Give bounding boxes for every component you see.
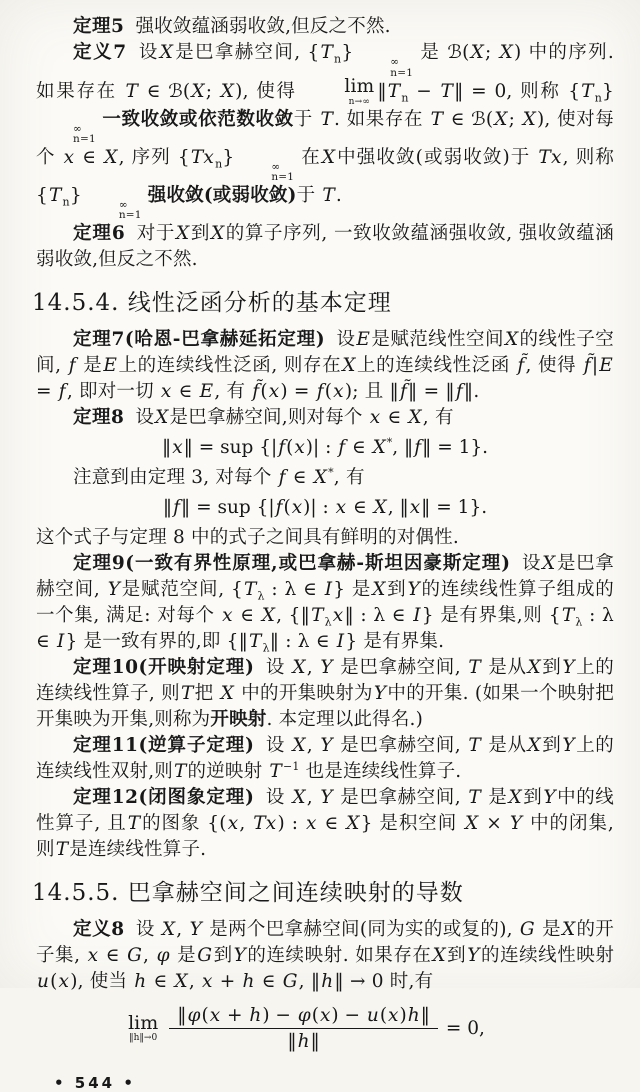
- theorem10-body: 设 X, Y 是巴拿赫空间, T 是从X到Y上的连续线性算子, 则T把 X 中的开集映射为Y中的开集. (如果一个映射把开集映为开集,则称为开映射. 本定理以此得名.): [36, 656, 615, 730]
- theorem12-label: 定理12(闭图象定理): [73, 786, 255, 808]
- paragraph-duality-note: 这个式子与定理 8 中的式子之间具有鲜明的对偶性.: [36, 526, 459, 548]
- theorem7-body: 设E是赋范线性空间X的线性子空间, f 是E上的连续线性泛函, 则存在X上的连续线性泛函 f̃, 使得 f̃|E = f, 即对一切 x ∈ E, 有 f̃(x) = f(x); 且 ‖f̃‖ = ‖f‖.: [36, 328, 614, 402]
- formula-norm-f: ‖f‖ = sup {|f(x)| : x ∈ X, ‖x‖ = 1}.: [162, 496, 488, 518]
- paragraph-note-theorem3: 注意到由定理 3, 对每个 f ∈ X*, 有: [73, 465, 365, 488]
- fraction: [169, 1005, 438, 1052]
- definition8-label: 定义8: [73, 918, 125, 940]
- limit-operator: [128, 1011, 159, 1043]
- theorem9-body: 设X是巴拿赫空间, Y是赋范空间, {$T_\lambda$ : λ ∈ I} 是X到Y的连续线性算子组成的一个集, 满足: 对每个 x ∈ X, {$‖T_\lambda x‖$ : λ ∈ I} 是有界集,则 {$T_\lambda$ : λ ∈ I} 是一致有界的,即 {$‖T_\lambda‖$ : λ ∈ I} 是有界集.: [36, 552, 614, 655]
- page-number: • 544 •: [54, 1073, 136, 1092]
- theorem12-body: 设 X, Y 是巴拿赫空间, T 是X到Y中的线性算子, 且T的图象 {(x, Tx) : x ∈ X} 是积空间 X × Y 中的闭集, 则T是连续线性算子.: [36, 786, 615, 860]
- definition7-label: 定义7: [73, 42, 127, 63]
- lim-word: lim: [128, 1011, 159, 1034]
- formula-norm-x: ‖x‖ = sup {|f(x)| : f ∈ X*, ‖f‖ = 1}.: [161, 435, 489, 458]
- theorem11-label: 定理11(逆算子定理): [73, 734, 255, 756]
- section-heading-14-5-5: 14.5.5. 巴拿赫空间之间连续映射的导数: [32, 879, 464, 906]
- theorem7-label: 定理7(哈恩-巴拿赫延拓定理): [73, 328, 326, 350]
- paragraph-theorem7: [36, 327, 614, 405]
- paragraph-theorem8: [36, 405, 614, 431]
- theorem6-body: 对于X到X的算子序列, 一致收敛蕴涵强收敛, 强收敛蕴涵弱收敛,但反之不然.: [36, 222, 615, 270]
- theorem6-label: 定理6: [73, 222, 126, 244]
- fraction-denominator: ‖h‖: [287, 1030, 320, 1052]
- theorem8-body: 设X是巴拿赫空间,则对每个 x ∈ X, 有: [135, 406, 454, 428]
- fraction-numerator: ‖φ(x + h) − φ(x) − u(x)h‖: [169, 1005, 438, 1029]
- formula-rhs: = 0,: [445, 1017, 485, 1039]
- paragraph-theorem10: [36, 655, 614, 733]
- theorem8-label: 定理8: [73, 406, 125, 428]
- paragraph-definition7: [36, 40, 614, 221]
- paragraph-theorem6: [36, 221, 614, 273]
- limit-formula: [36, 1005, 574, 1052]
- paragraph-theorem9: [36, 551, 614, 655]
- definition7-body: 设X是巴拿赫空间, $\{T_n\}$ ∞ n=1 是 ℬ(X; X) 中的序列. 如果存在 T ∈ ℬ(X; X), 使得 lim n→∞ $‖T_n$ − T‖ = 0, 则称 $\{T_n\}$ ∞ n=1 一致收敛或依范数收敛于 T. 如果存在 T ∈ ℬ(X; X), 使对每个 x ∈ X, 序列 $\{Tx_n\}$ ∞ n=1 在X中强收敛(或弱收敛)于 Tx, 则称 $\{T_n\}$ ∞ n=1 强收敛(或弱收敛)于 T.: [36, 42, 615, 221]
- theorem5-body: 强收敛蕴涵弱收敛,但反之不然.: [135, 16, 391, 37]
- theorem5-label: 定理5: [73, 16, 125, 37]
- theorem9-label: 定理9(一致有界性原理,或巴拿赫-斯坦因豪斯定理): [73, 552, 511, 574]
- paragraph-theorem11: [36, 733, 614, 785]
- paragraph-theorem12: [36, 785, 614, 863]
- theorem11-body: 设 X, Y 是巴拿赫空间, T 是从X到Y上的连续线性双射,则T的逆映射 $T^{-1}$ 也是连续线性算子.: [36, 734, 615, 782]
- paragraph-theorem5: [36, 14, 614, 40]
- paragraph-definition8: [36, 917, 614, 995]
- theorem10-label: 定理10(开映射定理): [73, 656, 255, 678]
- lim-underscript: ‖h‖→0: [129, 1032, 158, 1043]
- section-heading-14-5-4: 14.5.4. 线性泛函分析的基本定理: [32, 289, 392, 316]
- definition8-body: 设 X, Y 是两个巴拿赫空间(同为实的或复的), G 是X的开子集, x ∈ G, φ 是G到Y的连续映射. 如果存在X到Y的连续线性映射 u(x), 使当 h ∈ X, x + h ∈ G, ‖h‖ → 0 时,有: [36, 918, 615, 992]
